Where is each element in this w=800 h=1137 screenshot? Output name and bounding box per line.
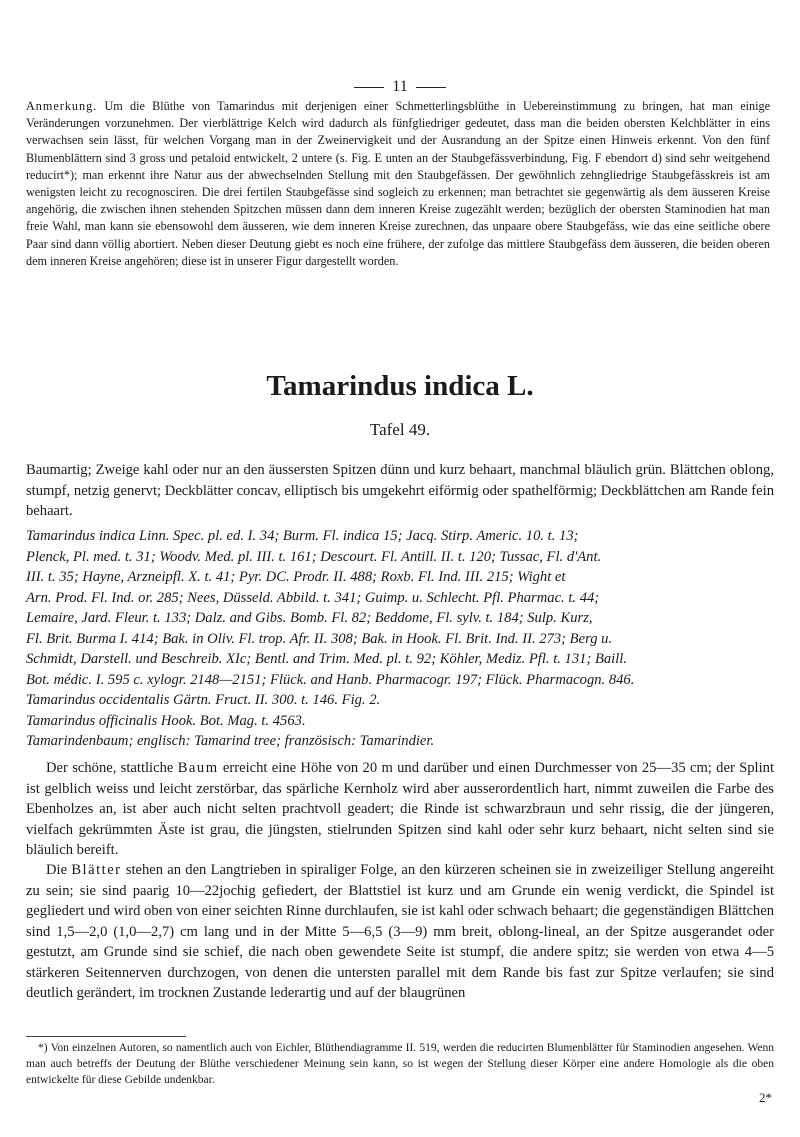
tree-paragraph — [26, 758, 774, 861]
reference-line: Tamarindus indica Linn. Spec. pl. ed. I. 34; Burm. Fl. indica 15; Jacq. Stirp. Americ. 10. t. 13; — [26, 528, 579, 544]
leaves-paragraph-text: stehen an den Langtrieben in spiraliger Folge, an den kürzeren scheinen sie in zweizeiliger Stellung angereiht zu sein; sie sind paarig 10—22jochig gefiedert, der Blattstiel ist kurz und am Grunde ein wenig verdickt, die Spindel ist gegliedert und wird oben von einer seichten Rinne durchlaufen, sie ist kahl oder schwach behaart; die gegenständigen Blättchen sind 1,5—2,0 (1,0—2,7) cm lang und in der Mitte 5—6,5 (3—9) mm breit, oblong-lineal, an der Spitze ausgerandet oder gestutzt, am Grunde sind sie schief, die nach oben gewendete Seite ist stumpf, die andere spitz; sie werden von etwa 4—5 stärkeren Seitennerven durchzogen, von denen die untersten parallel mit dem Rande bis fast zur Spitze verlaufen; sie sind deutlich gerändert, im trocknen Zustande lederartig und auf der blaugrünen — [26, 862, 774, 1001]
reference-line: Bot. médic. I. 595 c. xylogr. 2148—2151; Flück. and Hanb. Pharmacogr. 197; Flück. Pharmacogn. 846. — [26, 671, 635, 688]
tree-paragraph-lead: Der schöne, stattliche — [46, 760, 174, 776]
reference-line: Lemaire, Jard. Fleur. t. 133; Dalz. and Gibs. Bomb. Fl. 82; Beddome, Fl. sylv. t. 184; Sulp. Kurz, — [26, 610, 593, 626]
annotation-paragraph — [26, 98, 770, 270]
footnote: *) Von einzelnen Autoren, so namentlich auch von Eichler, Blüthendiagramme II. 519, werden die reducirten Blumenblätter für Staminodien angesehen. Wenn man auch betreffs der Deutung der Blüthe verschiedener Meinung sein kann, so ist wegen der Stellung dieser Körper eine andere Homologie als die oben entwickelte für diese Gebilde undenkbar. — [26, 1042, 774, 1086]
reference-line: Schmidt, Darstell. und Beschreib. XIc; Bentl. and Trim. Med. pl. t. 92; Köhler, Mediz. Pfl. t. 131; Baill. — [26, 651, 627, 667]
leaves-paragraph-lead: Die — [46, 862, 68, 878]
reference-line: Fl. Brit. Burma I. 414; Bak. in Oliv. Fl. trop. Afr. II. 308; Bak. in Hook. Fl. Brit. Ind. II. 273; Berg u. — [26, 630, 613, 647]
plate-label: Tafel 49. — [369, 420, 431, 439]
reference-line: III. t. 35; Hayne, Arzneipfl. X. t. 41; Pyr. DC. Prodr. II. 488; Roxb. Fl. Ind. III. 215; Wight et — [26, 569, 566, 585]
page-number-text: 11 — [392, 78, 408, 95]
reference-line: Arn. Prod. Fl. Ind. or. 285; Nees, Düsseld. Abbild. t. 341; Guimp. u. Schlecht. Pfl. Pharmac. t. 44; — [26, 589, 600, 606]
species-title: Tamarindus indica L. — [266, 370, 534, 402]
page-number — [0, 78, 800, 96]
reference-line: Tamarindus officinalis Hook. Bot. Mag. t. 4563. — [26, 712, 306, 729]
reference-line: Tamarindus occidentalis Gärtn. Fruct. II. 300. t. 146. Fig. 2. — [26, 692, 381, 708]
leaves-paragraph — [26, 860, 774, 1004]
annotation-lead: Anmerkung. — [26, 99, 98, 113]
leaves-term: Blätter — [71, 862, 122, 878]
reference-line: Plenck, Pl. med. t. 31; Woodv. Med. pl. III. t. 161; Descourt. Fl. Antill. II. t. 120; Tussac, Fl. d'Ant. — [26, 548, 602, 565]
species-description: Baumartig; Zweige kahl oder nur an den äussersten Spitzen dünn und kurz behaart, manchmal bläulich grün. Blättchen oblong, stumpf, netzig genervt; Deckblätter concav, elliptisch bis umgekehrt eiförmig oder spathelförmig; Deckblättchen am Rande fein behaart. — [26, 462, 774, 519]
tree-term: Baum — [177, 760, 219, 776]
signature-mark: 2* — [759, 1090, 772, 1105]
footnote-divider — [26, 1036, 186, 1037]
reference-line: Tamarindenbaum; englisch: Tamarind tree; französisch: Tamarindier. — [26, 733, 435, 749]
page-number-dash-right — [416, 87, 446, 88]
tree-paragraph-text: erreicht eine Höhe von 20 m und darüber und einen Durchmesser von 25—35 cm; der Splint ist gelblich weiss und leicht zerstörbar, das spärliche Kernholz wird aber ausserordentlich hart, nimmt zuweilen die Farbe des Ebenholzes an, ist aber auch nicht selten prachtvoll geadert; die Rinde ist schwarzbraun und sehr rissig, die der jüngeren, vielfach gekrümmten Äste ist grau, die jüngsten, stielrunden Spitzen sind kahl oder sehr kurz behaart, nicht selten sind sie bläulich bereift. — [26, 760, 775, 858]
page-number-dash-left — [354, 87, 384, 88]
annotation-text: Um die Blüthe von Tamarindus mit derjenigen einer Schmetterlingsblüthe in Uebereinstimmung zu bringen, hat man einige Veränderungen vorzunehmen. Der vierblättrige Kelch wird dadurch als fünfgliedriger gedeutet, dass man die beiden obersten Kelchblätter in eins verwachsen sein lässt, für welchen Vorgang man in der Zweinervigkeit und der Ausrandung an der Spitze einen Hinweis erkennt. Von den fünf Blumenblättern sind 3 gross und petaloid entwickelt, 2 untere (s. Fig. E unten an der Staubgefässverbindung, Fig. F ebendort d) sind sehr weitgehend reducirt*); man erkennt ihre Natur aus der abwechselnden Stellung mit den Staubgefässen. Der gewöhnlich zehngliedrige Staubgefässkreis ist am wenigsten leicht zu recognosciren. Die drei fertilen Staubgefässe sind sogleich zu erkennen; man betrachtet sie gegenwärtig als dem äusseren Kreise angehörig, die zwischen ihnen stehenden Spitzchen müssen dann dem inneren Kreise zugezählt werden; bezüglich der obersten Staminodien hat man freie Wahl, man kann sie ebensowohl dem äusseren, wie dem inneren Kreise zurechnen, das unpaare obere Staubgefäss, wie das eine seitliche obere Paar sind dann völlig abortiert. Neben dieser Deutung giebt es noch eine frühere, der zufolge das mittlere Staubgefäss dem äusseren, die beiden oberen dem inneren Kreise angehören; diese ist in unserer Figur dargestellt worden. — [26, 99, 770, 268]
references-block — [26, 526, 774, 752]
